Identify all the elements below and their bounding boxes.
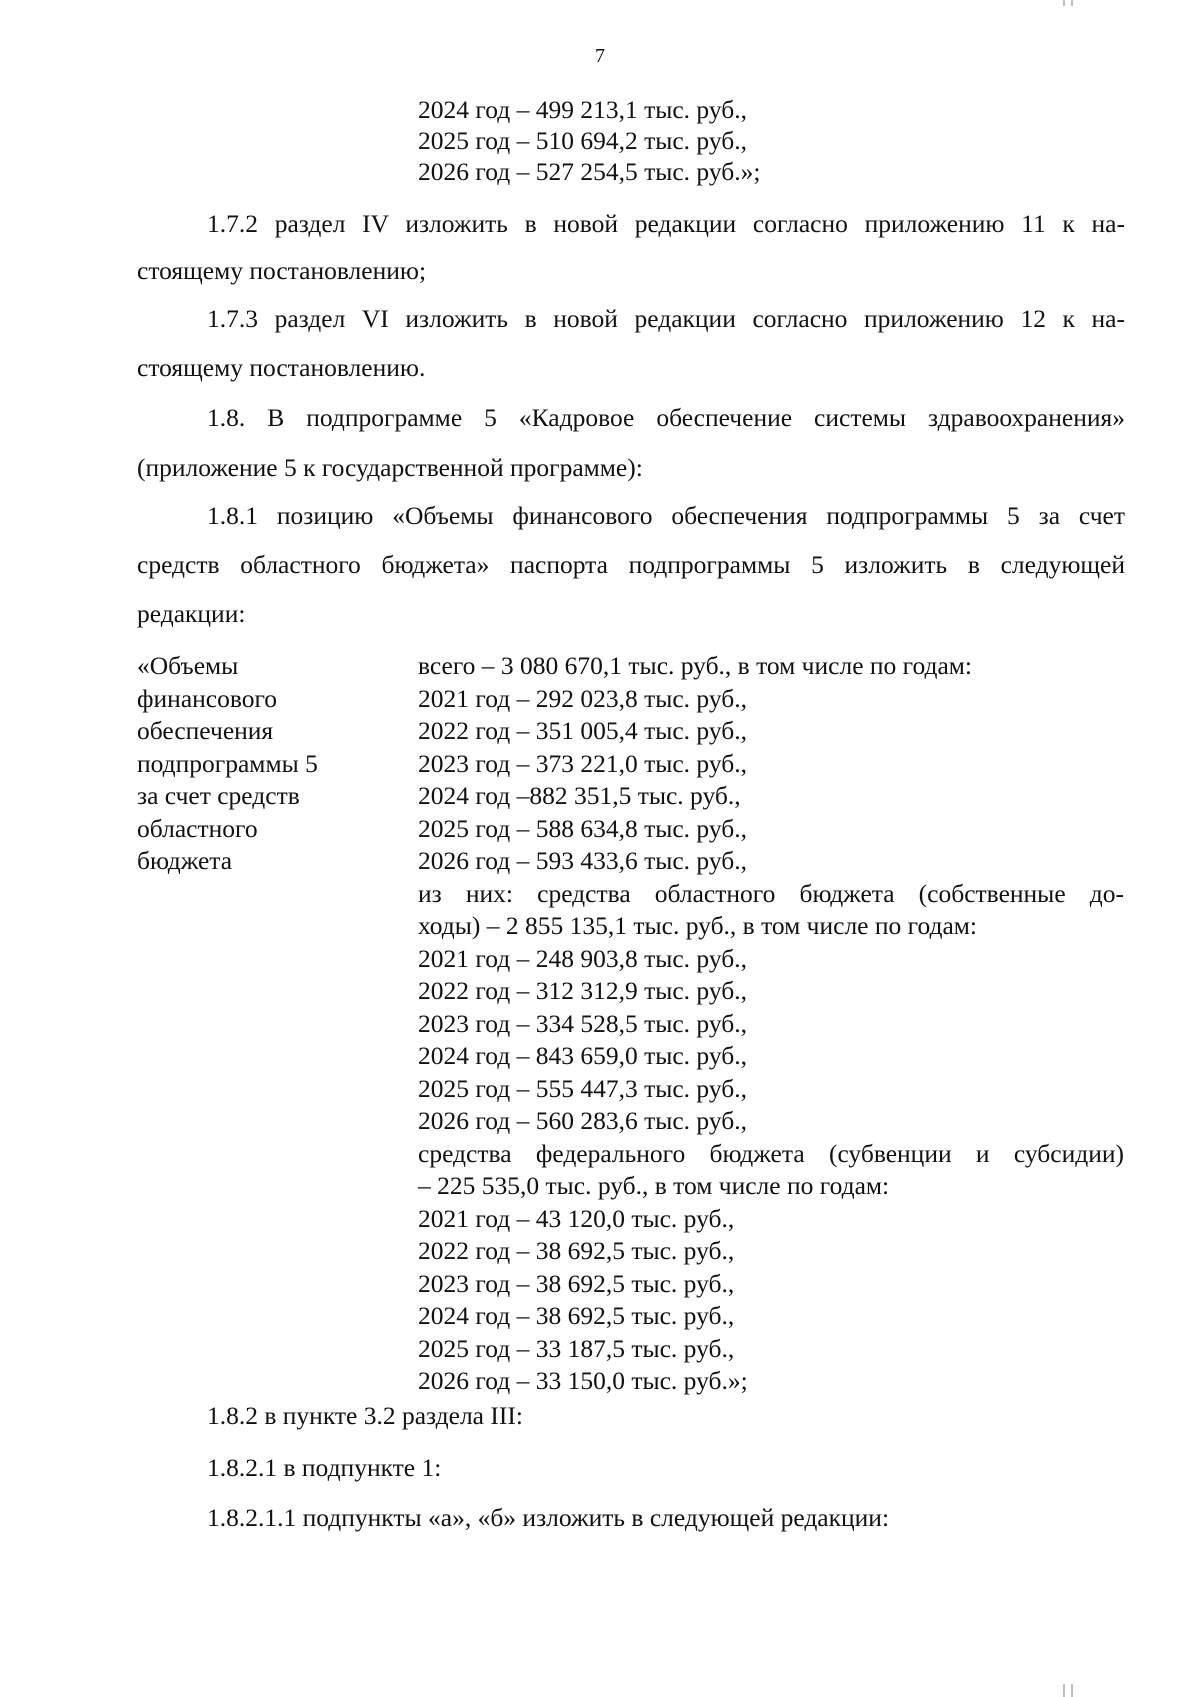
paragraph-1-8-2: 1.8.2 в пункте 3.2 раздела III: [207,1401,523,1430]
page-number: 7 [595,45,605,67]
scan-artifact [1063,1684,1065,1697]
intro-line: 2024 год – 499 213,1 тыс. руб., [418,95,747,124]
regional-own-income-line: из них: средства областного бюджета (собственные до- [418,878,1124,908]
federal-funds-total: – 225 535,0 тыс. руб., в том числе по годам: [418,1171,890,1200]
scan-artifact [1063,0,1065,6]
funding-values [418,650,1124,1398]
funding-label [137,650,397,878]
paragraph-1-7-2: 1.7.2 раздел IV изложить в новой редакции согласно приложению 11 к на- [207,209,1125,238]
federal-year-line: 2021 год – 43 120,0 тыс. руб., [418,1203,735,1233]
funding-year-line: 2024 год –882 351,5 тыс. руб., [418,781,741,810]
paragraph-1-8: 1.8. В подпрограмме 5 «Кадровое обеспечение системы здравоохранения» [207,403,1125,432]
regional-year-line: 2023 год – 334 528,5 тыс. руб., [418,1008,747,1038]
funding-label-line: областного [137,813,258,843]
paragraph-1-8-1-end: редакции: [137,599,246,628]
paragraph-1-7-2-cont: стоящему постановлению; [137,256,427,285]
funding-total-line: всего – 3 080 670,1 тыс. руб., в том числе по годам: [418,651,973,680]
funding-label-line: обеспечения [137,716,274,745]
paragraph-1-8-2-1: 1.8.2.1 в подпункте 1: [207,1453,442,1482]
intro-amounts [418,94,1098,187]
paragraph-1-8-2-1-1: 1.8.2.1.1 подпункты «а», «б» изложить в следующей редакции: [207,1503,890,1532]
funding-year-line: 2023 год – 373 221,0 тыс. руб., [418,748,747,778]
paragraph-1-8-1-cont: средств областного бюджета» паспорта подпрограммы 5 изложить в следующей [137,550,1125,579]
funding-label-line: подпрограммы 5 [137,748,318,778]
intro-line: 2026 год – 527 254,5 тыс. руб.»; [418,157,761,186]
federal-year-line: 2026 год – 33 150,0 тыс. руб.»; [418,1366,748,1395]
funding-label-line: бюджета [137,846,233,875]
funding-year-line: 2021 год – 292 023,8 тыс. руб., [418,683,747,713]
federal-year-line: 2025 год – 33 187,5 тыс. руб., [418,1333,735,1363]
paragraph-1-7-3: 1.7.3 раздел VI изложить в новой редакции согласно приложению 12 к на- [207,304,1125,333]
federal-year-line: 2023 год – 38 692,5 тыс. руб., [418,1268,735,1298]
intro-line: 2025 год – 510 694,2 тыс. руб., [418,126,747,155]
regional-year-line: 2022 год – 312 312,9 тыс. руб., [418,976,747,1005]
federal-year-line: 2022 год – 38 692,5 тыс. руб., [418,1236,735,1265]
regional-own-income-total: ходы) – 2 855 135,1 тыс. руб., в том числе по годам: [418,911,977,940]
funding-year-line: 2026 год – 593 433,6 тыс. руб., [418,846,747,875]
funding-label-line: за счет средств [137,781,300,810]
regional-year-line: 2021 год – 248 903,8 тыс. руб., [418,943,747,973]
federal-funds-line: средства федерального бюджета (субвенции и субсидии) [418,1138,1124,1168]
scan-artifact [1071,0,1073,6]
federal-year-line: 2024 год – 38 692,5 тыс. руб., [418,1301,735,1330]
paragraph-1-7-3-cont: стоящему постановлению. [137,353,426,382]
paragraph-1-8-cont: (приложение 5 к государственной программе): [137,453,643,482]
funding-year-line: 2022 год – 351 005,4 тыс. руб., [418,716,747,745]
funding-year-line: 2025 год – 588 634,8 тыс. руб., [418,813,747,843]
funding-label-line: «Объемы [137,651,239,680]
regional-year-line: 2024 год – 843 659,0 тыс. руб., [418,1041,747,1070]
scan-artifact [1071,1684,1073,1697]
funding-label-line: финансового [137,683,278,713]
paragraph-1-8-1: 1.8.1 позицию «Объемы финансового обеспечения подпрограммы 5 за счет [207,501,1125,530]
regional-year-line: 2026 год – 560 283,6 тыс. руб., [418,1106,747,1135]
regional-year-line: 2025 год – 555 447,3 тыс. руб., [418,1073,747,1103]
